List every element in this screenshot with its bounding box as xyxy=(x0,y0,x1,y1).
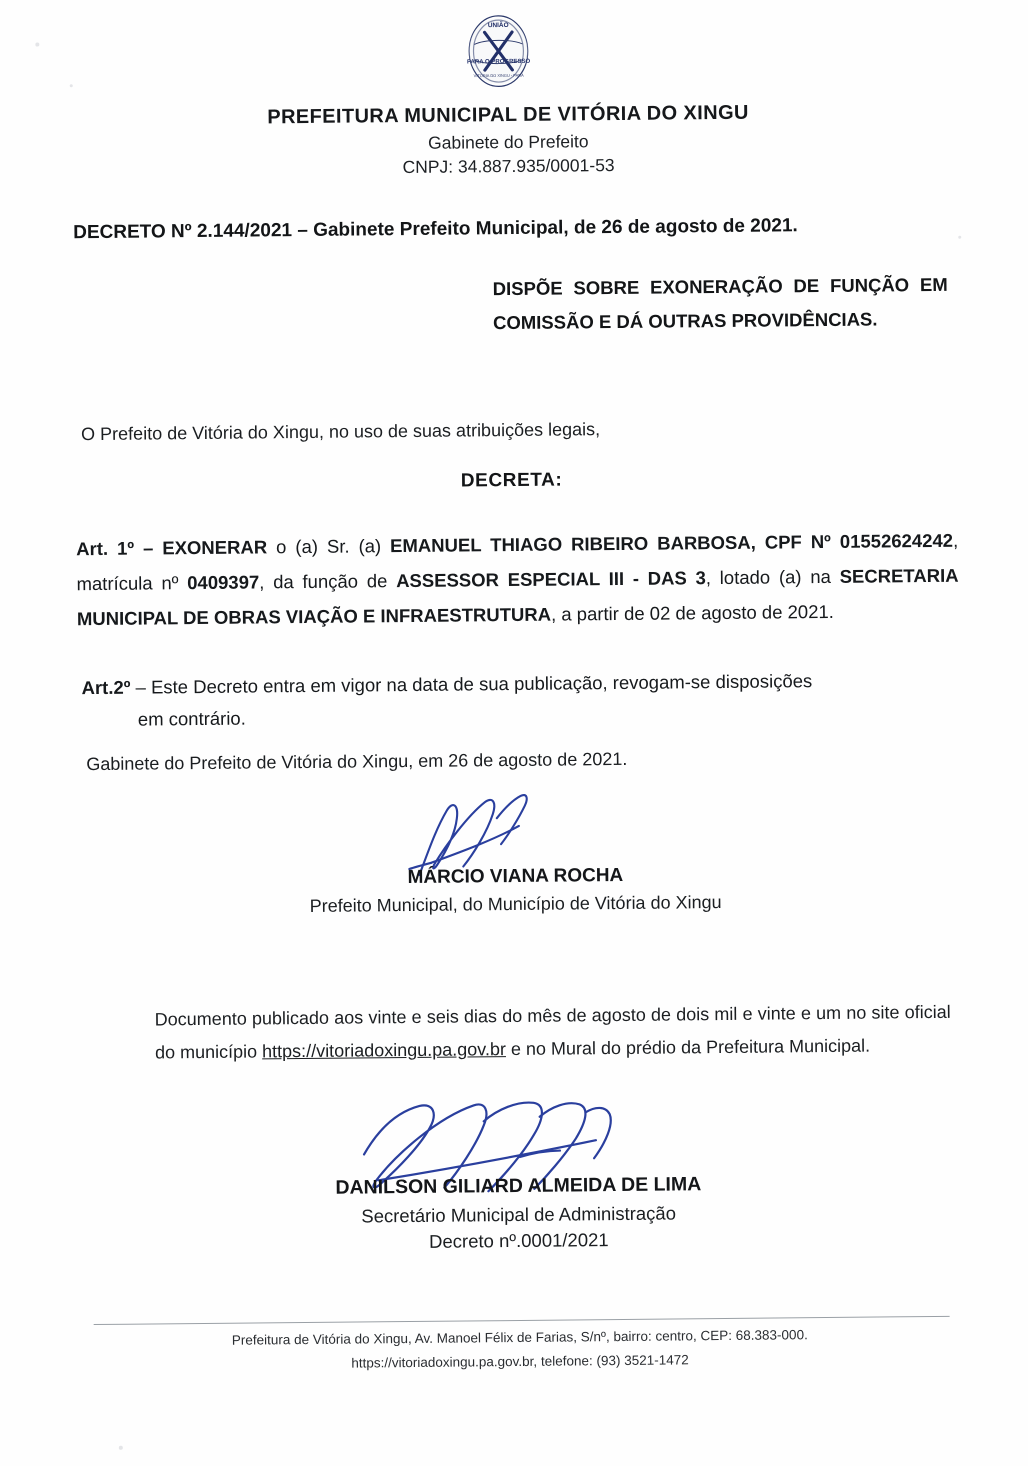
article-1-department: SECRETARIA MUNICIPAL DE OBRAS VIAÇÃO E INFRAESTRUTURA xyxy=(76,564,959,629)
article-1-mid1: o (a) Sr. (a) xyxy=(267,535,391,558)
organization-cnpj: CNPJ: 34.887.935/0001-53 xyxy=(402,155,615,178)
coat-of-arms-icon xyxy=(455,8,542,95)
mayor-role: Prefeito Municipal, do Município de Vitória do Xingu xyxy=(309,892,722,916)
organization-name: PREFEITURA MUNICIPAL DE VITÓRIA DO XINGU xyxy=(267,101,749,129)
article-2-label: Art.2º xyxy=(81,676,131,699)
svg-text:VITÓRIA DO XINGU - PARÁ: VITÓRIA DO XINGU - PARÁ xyxy=(473,72,524,79)
mayor-name: MÁRCIO VIANA ROCHA xyxy=(407,864,624,889)
article-1-registration: 0409397 xyxy=(187,571,260,593)
article-1-department-label: , lotado (a) na xyxy=(705,565,840,588)
municipality-site-link[interactable]: https://vitoriadoxingu.pa.gov.br xyxy=(262,1038,507,1062)
article-1-cpf-label: , CPF Nº xyxy=(750,530,840,553)
footer-address: Prefeitura de Vitória do Xingu, Av. Manoel Félix de Farias, S/nº, bairro: centro, CEP: 68.383-000. xyxy=(231,1327,808,1348)
article-1-role: ASSESSOR ESPECIAL III - DAS 3 xyxy=(396,566,706,591)
secretary-decree-reference: Decreto nº.0001/2021 xyxy=(428,1229,609,1252)
decree-title: DECRETO Nº 2.144/2021 – Gabinete Prefeito Municipal, de 26 de agosto de 2021. xyxy=(73,215,798,244)
scan-speck xyxy=(958,236,961,239)
scan-speck xyxy=(119,1446,123,1450)
article-1-registration-label: , matrícula nº xyxy=(76,529,959,594)
article-1-effective-date: , a partir de 02 de agosto de 2021. xyxy=(550,600,834,625)
article-1-prefix: Art. 1º – EXONERAR xyxy=(76,536,268,560)
svg-text:UNIÃO: UNIÃO xyxy=(487,21,509,30)
article-1 xyxy=(76,524,959,637)
article-2-text: – Este Decreto entra em vigor na data de sua publicação, revogam-se disposições xyxy=(130,670,813,698)
scan-speck xyxy=(70,84,73,87)
article-1-cpf: 01552624242 xyxy=(839,529,954,552)
signature-block-secretary xyxy=(4,1170,1028,1257)
svg-text:PARA O PROGRESSO: PARA O PROGRESSO xyxy=(466,58,531,66)
decreta-label: DECRETA: xyxy=(460,469,563,492)
publication-note xyxy=(155,996,952,1069)
decree-preamble: O Prefeito de Vitória do Xingu, no uso de suas atribuições legais, xyxy=(81,419,601,445)
signature-block-mayor xyxy=(1,861,1028,920)
organization-department: Gabinete do Prefeito xyxy=(427,131,589,153)
article-1-person: EMANUEL THIAGO RIBEIRO BARBOSA xyxy=(390,531,751,557)
secretary-name: DANILSON GILIARD ALMEIDA DE LIMA xyxy=(335,1173,702,1199)
document-footer xyxy=(6,1321,1028,1378)
article-2-continuation: em contrário. xyxy=(137,707,246,730)
scan-speck xyxy=(35,43,39,47)
article-2 xyxy=(81,664,960,737)
place-and-date: Gabinete do Prefeito de Vitória do Xingu, em 26 de agosto de 2021. xyxy=(86,748,628,775)
document-header xyxy=(0,99,1023,182)
publication-text-1: Documento publicado aos vinte e seis dias do mês de agosto de dois mil e vinte e um no site oficial do município xyxy=(154,1001,951,1063)
footer-contact: https://vitoriadoxingu.pa.gov.br, telefone: (93) 3521-1472 xyxy=(351,1351,689,1371)
publication-text-2: e no Mural do prédio da Prefeitura Municipal. xyxy=(505,1035,871,1059)
decree-summary: DISPÕE SOBRE EXONERAÇÃO DE FUNÇÃO EM COMISSÃO E DÁ OUTRAS PROVIDÊNCIAS. xyxy=(492,273,948,334)
article-1-role-label: , da função de xyxy=(259,569,397,593)
secretary-role: Secretário Municipal de Administração xyxy=(361,1202,677,1227)
